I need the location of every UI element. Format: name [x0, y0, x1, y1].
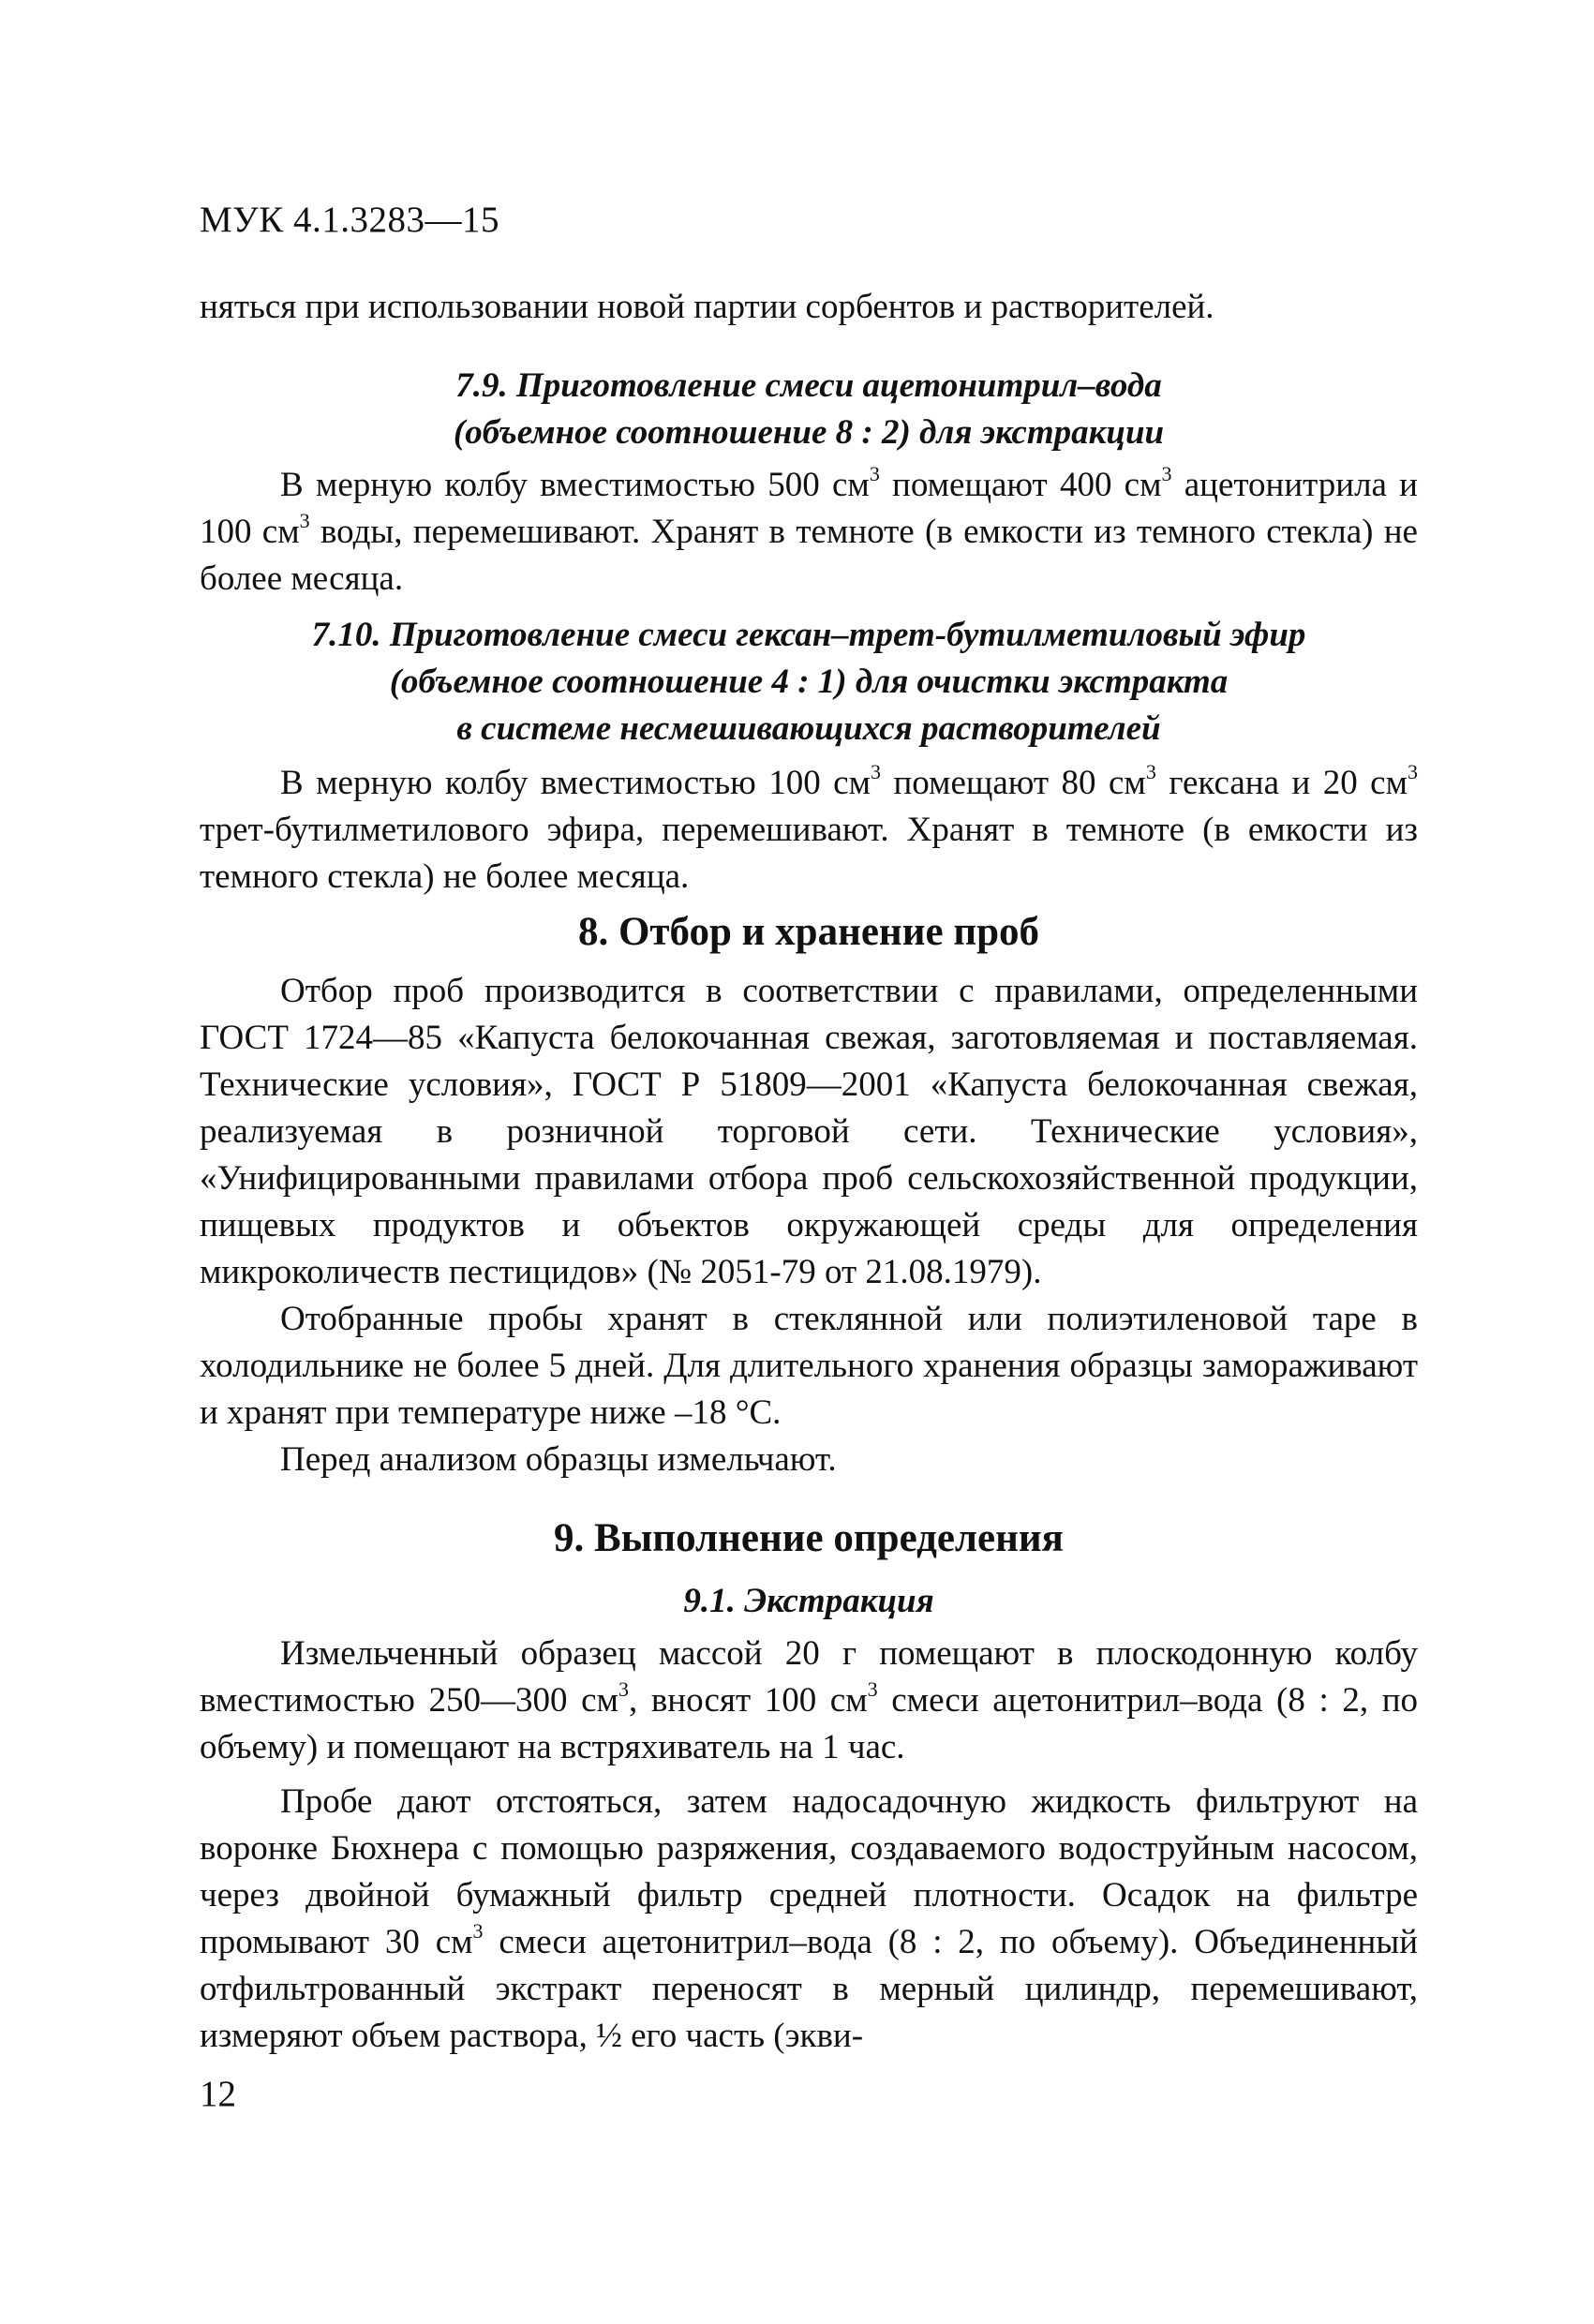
section-7-10-title-line2: (объемное соотношение 4 : 1) для очистки экстракта — [389, 663, 1229, 701]
section-7-10-title-line1: 7.10. Приготовление смеси гексан–трет-бутилметиловый эфир — [311, 616, 1306, 654]
continuation-line: няться при использовании новой партии сорбентов и растворителей. — [200, 288, 1214, 326]
section-7-10-paragraph: В мерную колбу вместимостью 100 $см^3$ помещают 80 $см^3$ гексана и 20 $см^3$ трет-бутилметилового эфира, перемешивают. Хранят в темноте (в емкости из темного стекла) не более месяца. — [200, 760, 1418, 896]
section-7-9-paragraph: В мерную колбу вместимостью 500 $см^3$ помещают 400 $см^3$ ацетонитрила и 100 $см^3$ воды, перемешивают. Хранят в темноте (в емкости из темного стекла) не более месяца. — [200, 462, 1418, 598]
section-8-paragraph-2: Отобранные пробы хранят в стеклянной или полиэтиленовой таре в холодильнике не более 5 дней. Для длительного хранения образцы замораживают и хранят при температуре ниже –18 °С. — [200, 1300, 1418, 1432]
document-code-header: МУК 4.1.3283—15 — [200, 200, 500, 240]
section-9 — [200, 1512, 1418, 2060]
section-7-9-title-line1: 7.9. Приготовление смеси ацетонитрил–вода — [455, 366, 1162, 405]
section-9-1-paragraph-1: Измельченный образец массой 20 г помещают в плоскодонную колбу вместимостью 250—300 $см^3$, вносят 100 $см^3$ смеси ацетонитрил–вода (8 : 2, по объему) и помещают на встряхиватель на 1 час. — [200, 1634, 1418, 1766]
section-8-title: 8. Отбор и хранение проб — [577, 910, 1040, 954]
section-8-paragraph-1: Отбор проб производится в соответствии с правилами, определенными ГОСТ 1724—85 «Капуста белокочанная свежая, заготовляемая и поставляемая. Технические условия», ГОСТ Р 51809—2001 «Капуста белокочанная свежая, реализуемая в розничной торговой сети. Технические условия», «Унифицированными правилами отбора проб сельскохозяйственной продукции, пищевых продуктов и объектов окружающей среды для определения микроколичеств пестицидов» (№ 2051-79 от 21.08.1979). — [200, 972, 1418, 1291]
section-7-10 — [200, 612, 1418, 901]
section-7-9-title-line2: (объемное соотношение 8 : 2) для экстракции — [453, 413, 1165, 452]
page-number: 12 — [200, 2074, 236, 2114]
section-7-9 — [200, 363, 1418, 603]
section-9-1-title: 9.1. Экстракция — [683, 1582, 934, 1620]
section-9-title: 9. Выполнение определения — [554, 1516, 1064, 1560]
section-8 — [200, 906, 1418, 1483]
section-8-paragraph-3: Перед анализом образцы измельчают. — [280, 1440, 837, 1479]
section-9-1-paragraph-2: Пробе дают отстояться, затем надосадочную жидкость фильтруют на воронке Бюхнера с помощью разряжения, создаваемого водоструйным насосом, через двойной бумажный фильтр средней плотности. Осадок на фильтре промывают 30 $см^3$ смеси ацетонитрил–вода (8 : 2, по объему). Объединенный отфильтрованный экстракт переносят в мерный цилиндр, перемешивают, измеряют объем раствора, ½ его часть (экви- — [200, 1782, 1418, 2055]
section-7-10-title-line3: в системе несмешивающихся растворителей — [456, 709, 1161, 748]
text-block-top — [200, 284, 1418, 331]
